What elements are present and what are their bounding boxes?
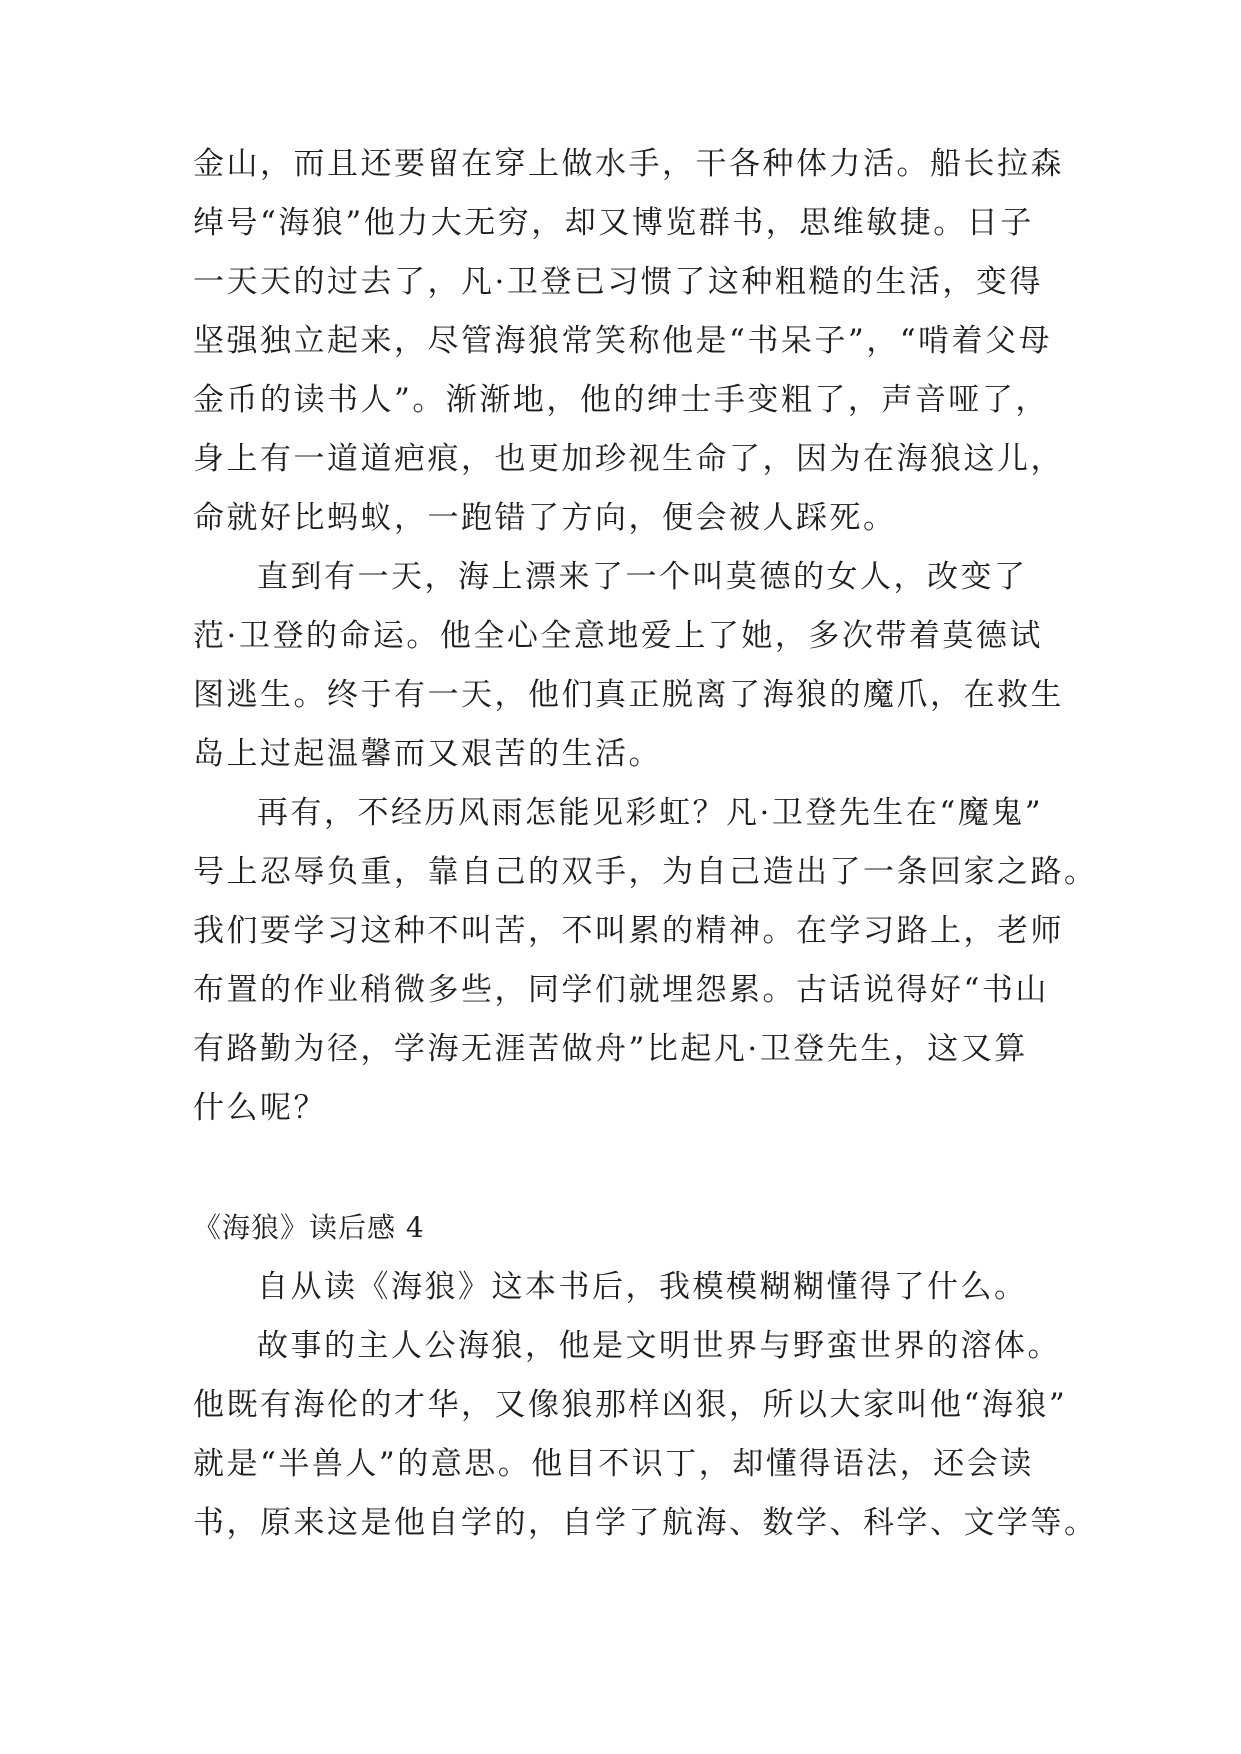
body-line: 一天天的过去了，凡·卫登已习惯了这种粗糙的生活，变得 (193, 264, 1043, 300)
paragraph-first-line: 自从读《海狼》这本书后，我模模糊糊懂得了什么。 (257, 1269, 1028, 1305)
body-line: 绰号“海狼”他力大无穷，却又博览群书，思维敏捷。日子 (193, 205, 1034, 241)
body-line: 号上忍辱负重，靠自己的双手，为自己造出了一条回家之路。 (193, 854, 1098, 890)
body-line: 命就好比蚂蚁，一跑错了方向，便会被人踩死。 (193, 500, 897, 536)
body-line: 就是“半兽人”的意思。他目不识丁，却懂得语法，还会读 (193, 1446, 1034, 1482)
body-line: 金币的读书人”。渐渐地，他的绅士手变粗了，声音哑了， (193, 382, 1049, 418)
body-line: 我们要学习这种不叫苦，不叫累的精神。在学习路上，老师 (193, 913, 1064, 949)
body-line: 金山，而且还要留在穿上做水手，干各种体力活。船长拉森 (193, 146, 1064, 182)
section-title: 《海狼》读后感 4 (193, 1211, 425, 1244)
paragraph-first-line: 直到有一天，海上漂来了一个叫莫德的女人，改变了 (257, 559, 1028, 595)
body-line: 身上有一道道疤痕，也更加珍视生命了，因为在海狼这儿， (193, 441, 1064, 477)
body-line: 有路勤为径，学海无涯苦做舟”比起凡·卫登先生，这又算 (193, 1031, 1028, 1067)
body-line: 书，原来这是他自学的，自学了航海、数学、科学、文学等。 (193, 1505, 1098, 1541)
body-line: 他既有海伦的才华，又像狼那样凶狠，所以大家叫他“海狼” (193, 1387, 1068, 1423)
body-line: 布置的作业稍微多些，同学们就埋怨累。古话说得好“书山 (193, 972, 1049, 1008)
body-line: 图逃生。终于有一天，他们真正脱离了海狼的魔爪，在救生 (193, 677, 1064, 713)
body-line: 坚强独立起来，尽管海狼常笑称他是“书呆子”，“啃着父母 (193, 323, 1053, 359)
paragraph-first-line: 故事的主人公海狼，他是文明世界与野蛮世界的溶体。 (257, 1328, 1061, 1364)
body-line: 什么呢？ (193, 1090, 327, 1126)
paragraph-first-line: 再有，不经历风雨怎能见彩虹？凡·卫登先生在“魔鬼” (257, 795, 1044, 831)
body-line: 岛上过起温馨而又艰苦的生活。 (193, 736, 662, 772)
body-line: 范·卫登的命运。他全心全意地爱上了她，多次带着莫德试 (193, 618, 1043, 654)
